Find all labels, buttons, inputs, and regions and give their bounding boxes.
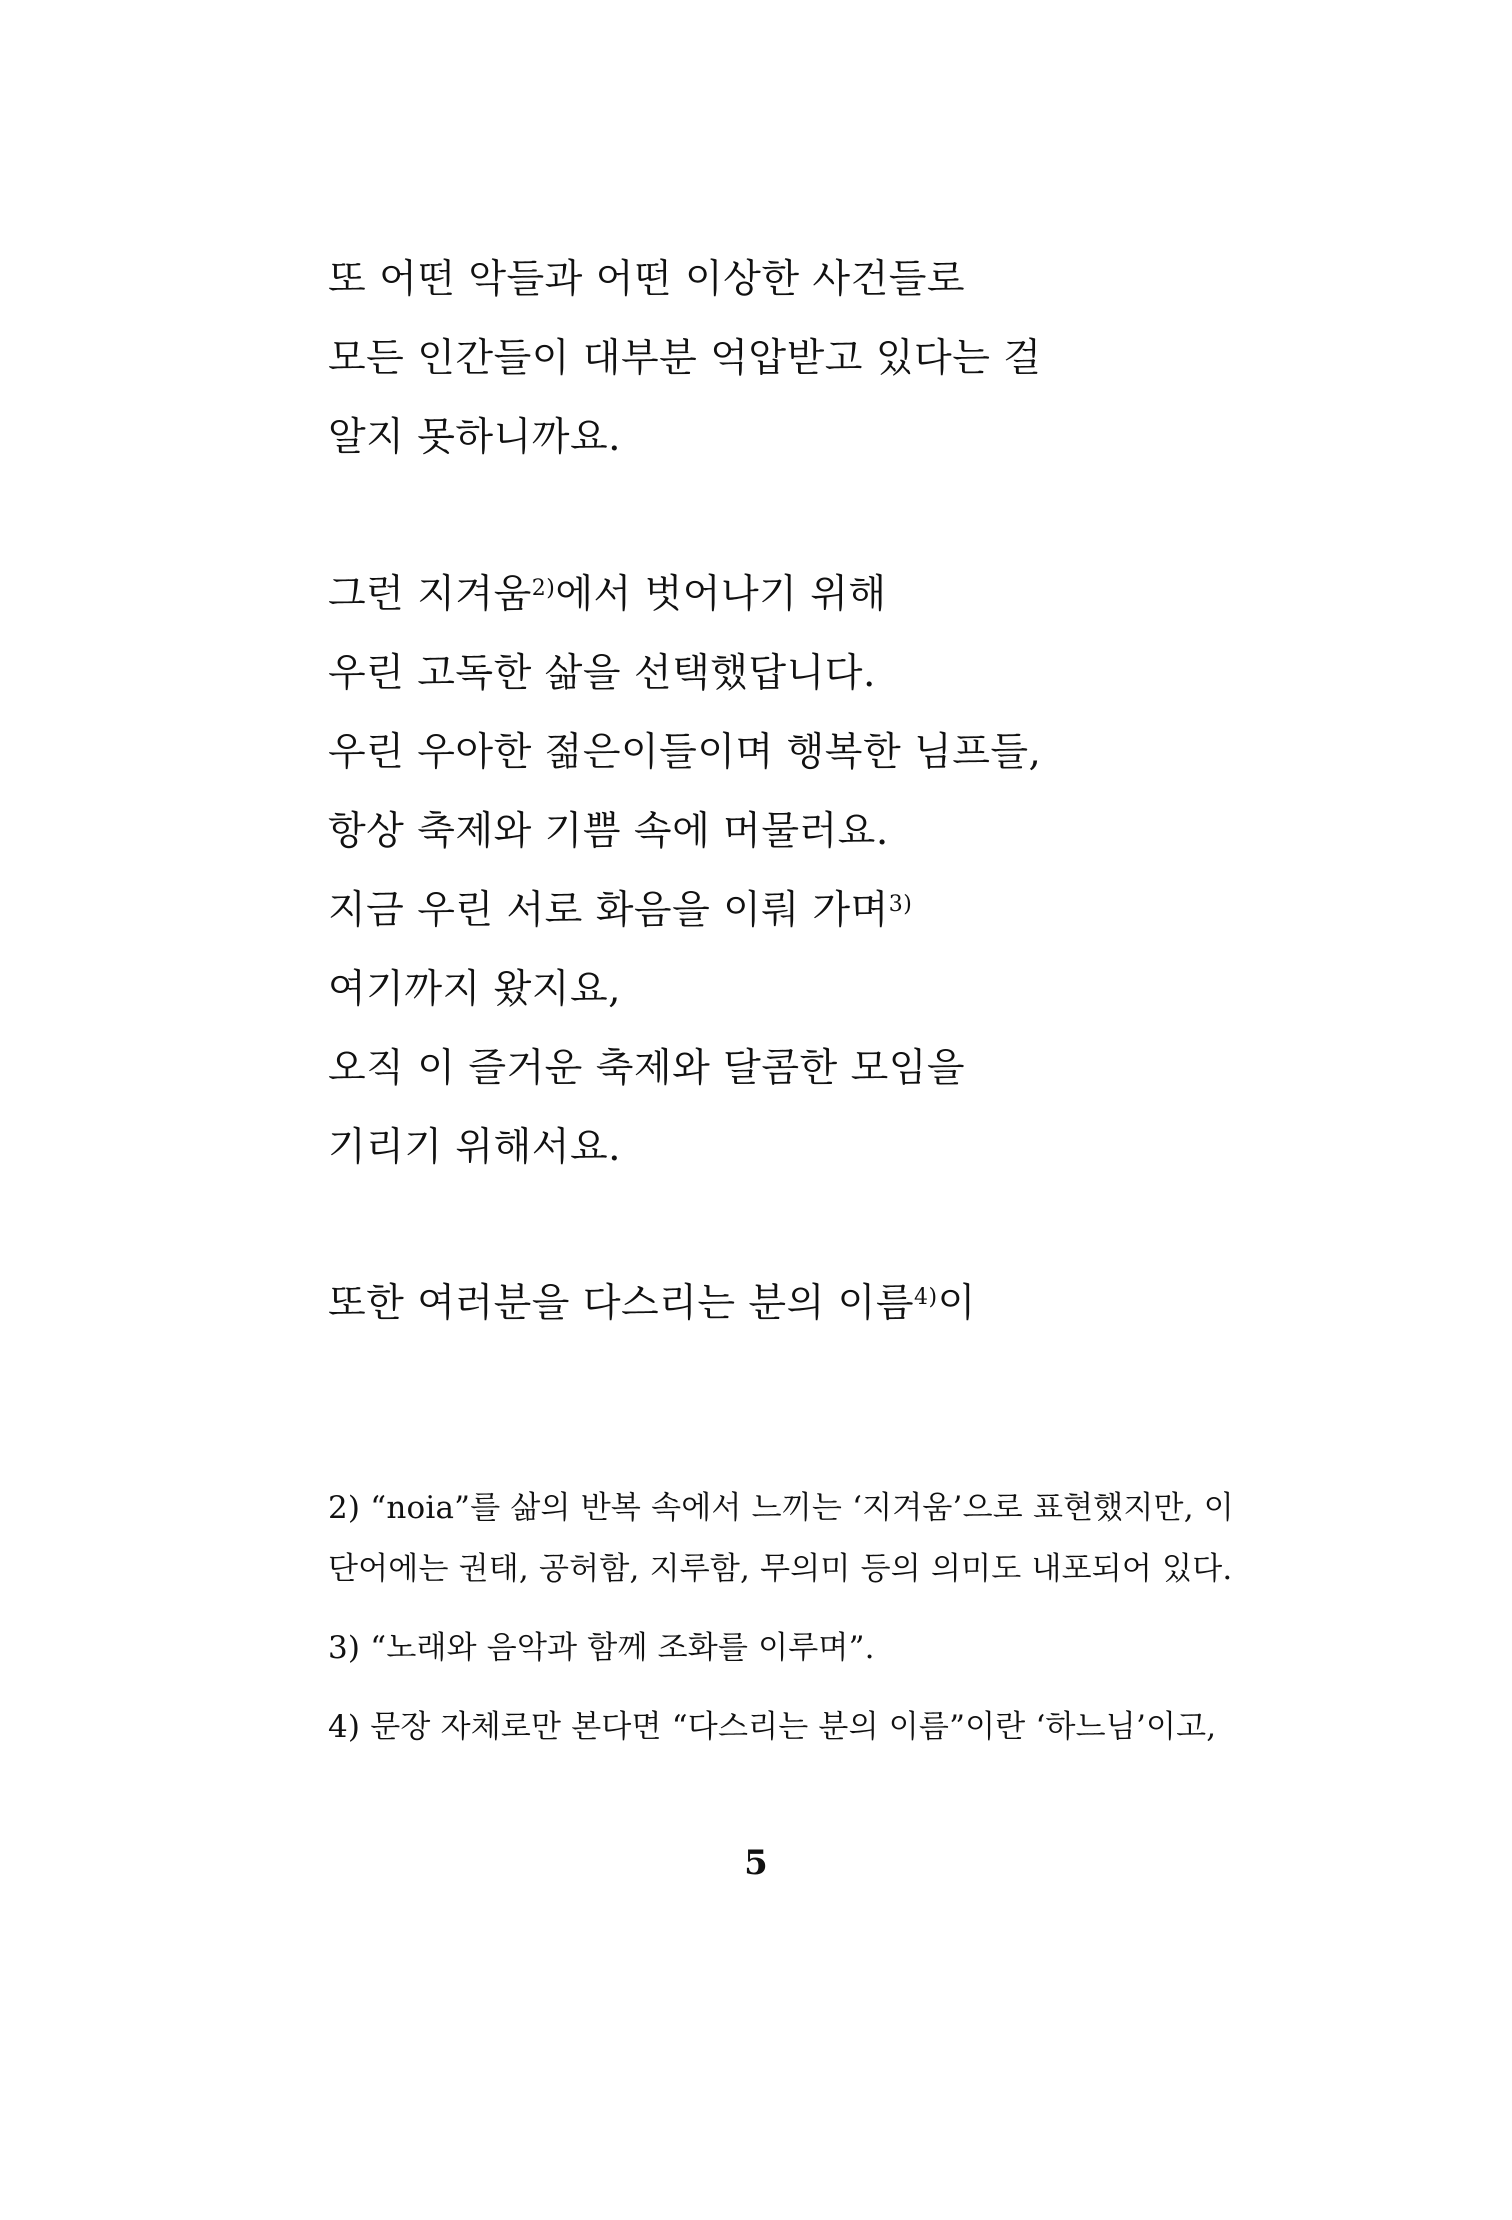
- stanza-1: [328, 240, 1041, 477]
- footnote-2: 2) “noia”를 삶의 반복 속에서 느끼는 ‘지겨움’으로 표현했지만, 이 단어에는 권태, 공허함, 지루함, 무의미 등의 의미도 내포되어 있다.: [328, 1490, 1234, 1587]
- footnote-reference[interactable]: 2): [531, 576, 556, 601]
- footnote-reference[interactable]: 3): [888, 892, 913, 917]
- verse-text: 에서 벗어나기 위해: [555, 572, 887, 617]
- verse-text: 이: [937, 1281, 976, 1326]
- stanza-2: [328, 555, 1041, 1187]
- page-number: 5: [744, 1843, 768, 1883]
- verse-line: [328, 871, 1041, 950]
- verse-text: 지금 우린 서로 화음을 이뤄 가며: [328, 888, 889, 933]
- verse-text: 그런 지겨움: [328, 572, 532, 617]
- verse-line: 우린 우아한 젊은이들이며 행복한 님프들,: [328, 730, 1042, 775]
- footnote-4: 4) 문장 자체로만 본다면 “다스리는 분의 이름”이란 ‘하느님’이고,: [328, 1709, 1217, 1745]
- verse-line: [328, 1264, 976, 1343]
- verse-text: 또한 여러분을 다스리는 분의 이름: [328, 1281, 915, 1326]
- verse-line: [328, 555, 1041, 634]
- footnotes: [328, 1478, 1248, 1776]
- stanza-3: [328, 1264, 976, 1343]
- verse-line: 오직 이 즐거운 축제와 달콤한 모임을: [328, 1046, 966, 1091]
- verse-line: 항상 축제와 기쁨 속에 머물러요.: [328, 809, 889, 854]
- verse-line: 기리기 위해서요.: [328, 1125, 622, 1170]
- verse-line: 또 어떤 악들과 어떤 이상한 사건들로: [328, 257, 966, 302]
- footnote-reference[interactable]: 4): [914, 1285, 938, 1310]
- verse-line: 모든 인간들이 대부분 억압받고 있다는 걸: [328, 336, 1042, 381]
- verse-line: 알지 못하니까요.: [328, 415, 622, 460]
- footnote-3: 3) “노래와 음악과 함께 조화를 이루며”.: [328, 1630, 875, 1666]
- verse-line: 여기까지 왔지요,: [328, 967, 622, 1012]
- verse-line: 우린 고독한 삶을 선택했답니다.: [328, 651, 876, 696]
